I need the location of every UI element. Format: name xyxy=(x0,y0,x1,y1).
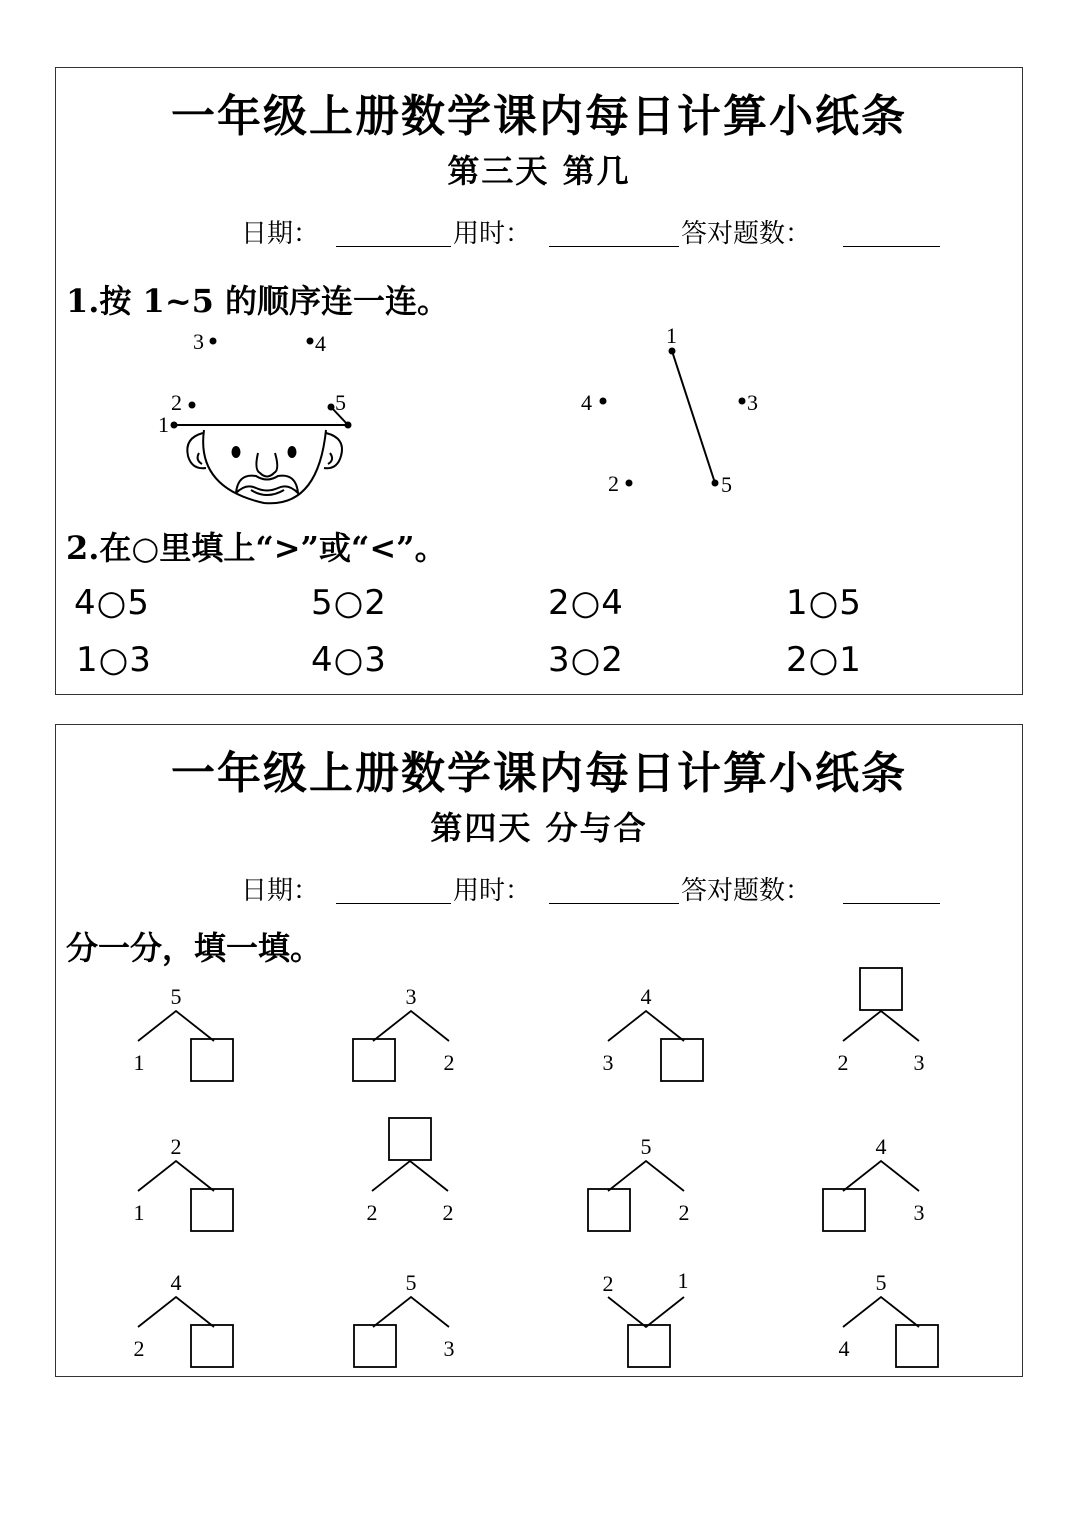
compare-item[interactable]: 3○2 xyxy=(548,640,624,680)
bond-left: 4 xyxy=(838,1336,850,1361)
bond-left: 1 xyxy=(133,1200,145,1225)
bond-right: 3 xyxy=(443,1336,455,1361)
bond-right: 3 xyxy=(913,1200,925,1225)
bond-top: 5 xyxy=(875,1270,887,1295)
bond-right: 2 xyxy=(443,1050,455,1075)
date-label: 日期： xyxy=(241,219,320,249)
star-dot-label-2: 2 xyxy=(608,471,619,496)
star-dot-label-4: 4 xyxy=(581,390,592,415)
bond-top: 4 xyxy=(640,984,652,1009)
compare-item[interactable]: 2○1 xyxy=(786,640,862,680)
worksheet-subtitle: 第四天 分与合 xyxy=(430,809,648,847)
bond-right: 1 xyxy=(677,1268,689,1293)
question-1-prompt: 1.按 1~5 的顺序连一连。 xyxy=(66,282,450,320)
bond-left: 2 xyxy=(837,1050,849,1075)
bond-left: 3 xyxy=(602,1050,614,1075)
connect-dots-face-figure[interactable] xyxy=(56,68,1024,696)
star-dot-label-3: 3 xyxy=(747,390,758,415)
worksheet-day3 xyxy=(55,67,1023,695)
correct-count-label: 答对题数： xyxy=(681,876,812,906)
number-bonds-grid[interactable] xyxy=(56,725,1024,1378)
split-combine-prompt: 分一分，填一填。 xyxy=(66,929,323,967)
compare-item[interactable]: 1○5 xyxy=(786,583,862,623)
date-label: 日期： xyxy=(241,876,320,906)
bond-top: 4 xyxy=(170,1270,182,1295)
star-dot-label-5: 5 xyxy=(721,472,732,497)
bond-left: 2 xyxy=(133,1336,145,1361)
bond-top: 2 xyxy=(170,1134,182,1159)
bond-right: 2 xyxy=(442,1200,454,1225)
bond-top: 5 xyxy=(405,1270,417,1295)
star-dot-label-1: 1 xyxy=(666,323,677,348)
bond-top: 5 xyxy=(640,1134,652,1159)
worksheet-subtitle: 第三天 第几 xyxy=(447,152,631,190)
bond-left: 1 xyxy=(133,1050,145,1075)
bond-top: 5 xyxy=(170,984,182,1009)
bond-top: 3 xyxy=(405,984,417,1009)
dot-label-3: 3 xyxy=(193,329,204,354)
correct-count-label: 答对题数： xyxy=(681,219,812,249)
bond-right: 3 xyxy=(913,1050,925,1075)
compare-item[interactable]: 5○2 xyxy=(311,583,387,623)
worksheet-day4 xyxy=(55,724,1023,1377)
bond-right: 2 xyxy=(678,1200,690,1225)
compare-item[interactable]: 2○4 xyxy=(548,583,624,623)
question-2-prompt: 2.在○里填上“>”或“<”。 xyxy=(66,529,447,567)
dot-label-5: 5 xyxy=(335,390,346,415)
dot-label-4: 4 xyxy=(315,331,326,356)
bond-left: 2 xyxy=(602,1271,614,1296)
compare-item[interactable]: 1○3 xyxy=(76,640,152,680)
time-label: 用时： xyxy=(453,219,532,249)
worksheet-title: 一年级上册数学课内每日计算小纸条 xyxy=(171,91,907,142)
dot-label-2: 2 xyxy=(171,390,182,415)
bond-top: 4 xyxy=(875,1134,887,1159)
compare-item[interactable]: 4○5 xyxy=(74,583,150,623)
dot-label-1: 1 xyxy=(158,412,169,437)
worksheet-title: 一年级上册数学课内每日计算小纸条 xyxy=(171,748,907,799)
time-label: 用时： xyxy=(453,876,532,906)
compare-item[interactable]: 4○3 xyxy=(311,640,387,680)
bond-left: 2 xyxy=(366,1200,378,1225)
